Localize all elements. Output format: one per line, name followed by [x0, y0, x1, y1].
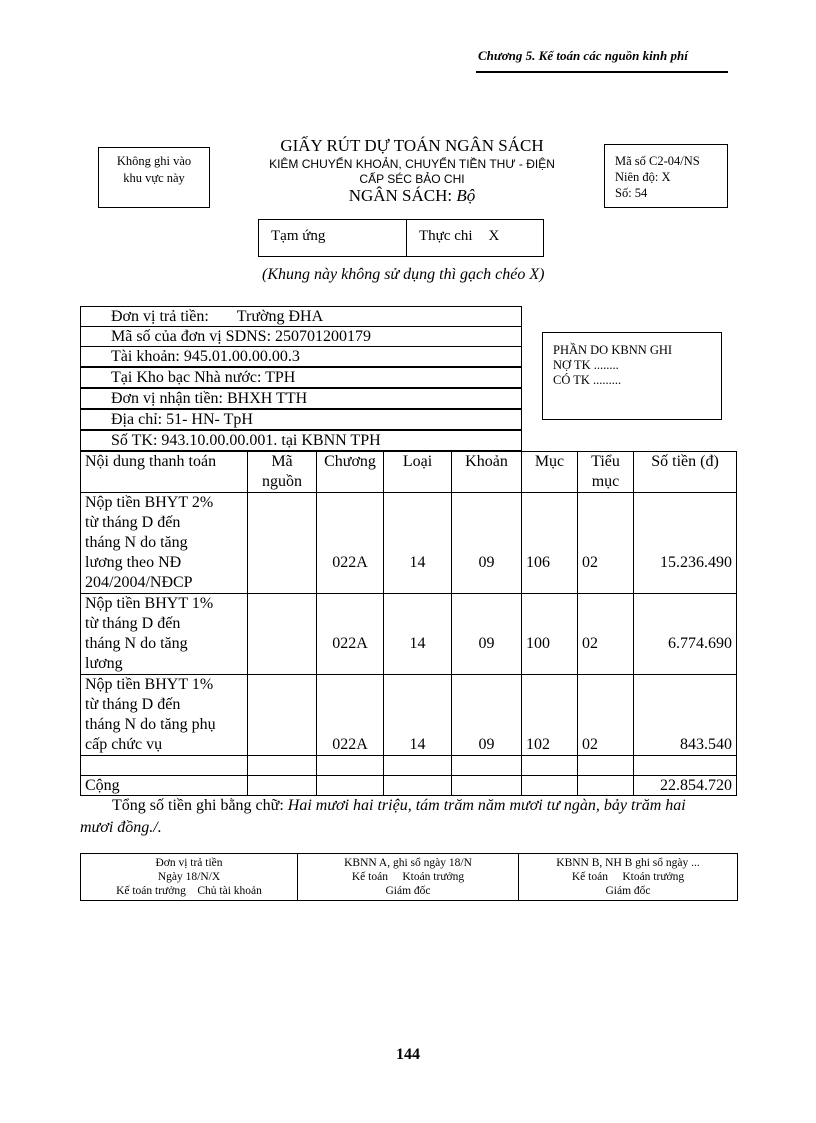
treasury-row: Tại Kho bạc Nhà nước: TPH: [80, 367, 522, 388]
row-description: [81, 594, 248, 675]
header-section: Mục: [522, 452, 578, 493]
payer-value: Trường ĐHA: [236, 308, 324, 325]
signature-line: Đơn vị trả tiền: [155, 857, 223, 869]
desc-line: từ tháng D đến: [85, 696, 181, 713]
receiver-row: Đơn vị nhận tiền: BHXH TTH: [80, 388, 522, 409]
signature-line: Kế toán Ktoán trưởng: [571, 871, 685, 883]
signature-table: [80, 853, 738, 901]
sdns-row: Mã số của đơn vị SDNS: 250701200179: [80, 326, 522, 347]
row-description: [81, 493, 248, 594]
kbnn-credit: CÓ TK .........: [553, 373, 622, 387]
kbnn-debit: NỢ TK ........: [553, 358, 619, 372]
desc-line: Nộp tiền BHYT 2%: [85, 494, 214, 511]
form-code-box: [604, 144, 728, 208]
signature-line: Giám đốc: [385, 885, 431, 897]
row-subsection: 02: [578, 493, 634, 594]
desc-line: từ tháng D đến: [85, 514, 181, 531]
option-actual-spend-mark: X: [488, 228, 500, 244]
row-item: 09: [452, 675, 522, 756]
account-row: Tài khoản: 945.01.00.00.00.3: [80, 346, 522, 367]
receiver-account-row: Số TK: 943.10.00.00.001. tại KBNN TPH: [80, 430, 522, 451]
signature-line: Ngày 18/N/X: [157, 871, 221, 883]
row-type: 14: [384, 493, 452, 594]
header-subsection: Tiểu mục: [578, 452, 634, 493]
desc-line: Nộp tiền BHYT 1%: [85, 676, 214, 693]
option-actual-spend[interactable]: [406, 219, 544, 257]
header-source: Mã nguồn: [248, 452, 317, 493]
desc-line: cấp chức vụ: [85, 736, 163, 753]
desc-line: từ tháng D đến: [85, 615, 181, 632]
budget-line: [240, 186, 584, 206]
amount-in-words: [80, 795, 720, 839]
row-chapter: 022A: [317, 493, 384, 594]
row-source: [248, 594, 317, 675]
signature-payer: [81, 854, 298, 901]
row-item: 09: [452, 594, 522, 675]
table-header-row: [81, 452, 737, 493]
form-title: GIẤY RÚT DỰ TOÁN NGÂN SÁCH: [280, 136, 544, 155]
option-advance-label: Tạm ứng: [271, 228, 326, 244]
signature-kbnn-b: [519, 854, 738, 901]
row-amount: 15.236.490: [634, 493, 737, 594]
header-content: Nội dung thanh toán: [81, 452, 248, 493]
total-amount: 22.854.720: [634, 776, 737, 796]
blank-row: [81, 756, 737, 776]
row-section: 106: [522, 493, 578, 594]
desc-line: lương theo NĐ: [85, 554, 182, 571]
payment-table: [80, 451, 737, 796]
form-subtitle-2: CẤP SÉC BẢO CHI: [359, 172, 465, 186]
option-actual-spend-label: Thực chi: [419, 228, 473, 244]
no-write-area-box: [98, 147, 210, 208]
total-label: Cộng: [81, 776, 248, 796]
row-subsection: 02: [578, 675, 634, 756]
table-row: [81, 594, 737, 675]
payer-row: [80, 306, 522, 327]
signature-line: KBNN B, NH B ghi sổ ngày ...: [556, 857, 700, 869]
options-note: (Khung này không sử dụng thì gạch chéo X): [262, 266, 545, 283]
row-source: [248, 675, 317, 756]
desc-line: tháng N do tăng phụ: [85, 716, 216, 733]
option-advance[interactable]: [258, 219, 407, 257]
header-type: Loại: [384, 452, 452, 493]
desc-line: lương: [85, 655, 123, 672]
page-number: 144: [396, 1046, 420, 1063]
row-source: [248, 493, 317, 594]
desc-line: tháng N do tăng: [85, 534, 188, 551]
budget-value: Bộ: [456, 186, 476, 205]
desc-line: 204/2004/NĐCP: [85, 574, 193, 591]
signature-line: Giám đốc: [605, 885, 651, 897]
budget-label: NGÂN SÁCH:: [348, 186, 453, 205]
row-subsection: 02: [578, 594, 634, 675]
row-amount: 843.540: [634, 675, 737, 756]
amount-words-value: Hai mươi hai triệu, tám trăm năm mươi tư ngàn, bảy trăm hai mươi đồng./.: [80, 797, 686, 836]
header-rule: [476, 71, 728, 73]
signature-line: Kế toán trưởng Chủ tài khoản: [116, 885, 262, 897]
signature-line: KBNN A, ghi sổ ngày 18/N: [344, 857, 472, 869]
row-item: 09: [452, 493, 522, 594]
fiscal-year: Niên độ: X: [615, 170, 671, 184]
desc-line: Nộp tiền BHYT 1%: [85, 595, 214, 612]
header-amount: Số tiền (đ): [634, 452, 737, 493]
table-row: [81, 493, 737, 594]
signature-kbnn-a: [298, 854, 519, 901]
form-code: Mã số C2-04/NS: [615, 154, 700, 168]
form-number: Số: 54: [615, 186, 648, 200]
row-type: 14: [384, 594, 452, 675]
header-item: Khoản: [452, 452, 522, 493]
table-row: [81, 675, 737, 756]
chapter-header: Chương 5. Kế toán các nguồn kinh phí: [478, 48, 688, 63]
form-subtitle-1: KIÊM CHUYỂN KHOẢN, CHUYỂN TIỀN THƯ - ĐIỆN: [269, 157, 555, 171]
header-chapter: Chương: [317, 452, 384, 493]
row-type: 14: [384, 675, 452, 756]
row-section: 102: [522, 675, 578, 756]
kbnn-box: [542, 332, 722, 420]
row-amount: 6.774.690: [634, 594, 737, 675]
total-row: [81, 776, 737, 796]
row-chapter: 022A: [317, 675, 384, 756]
row-description: [81, 675, 248, 756]
amount-words-label: Tổng số tiền ghi bằng chữ:: [112, 797, 284, 814]
row-chapter: 022A: [317, 594, 384, 675]
payer-label: Đơn vị trả tiền:: [111, 308, 209, 325]
kbnn-title: PHẦN DO KBNN GHI: [553, 343, 673, 357]
signature-line: Kế toán Ktoán trưởng: [351, 871, 465, 883]
no-write-line-2: khu vực này: [123, 171, 185, 185]
row-section: 100: [522, 594, 578, 675]
desc-line: tháng N do tăng: [85, 635, 188, 652]
address-row: Địa chỉ: 51- HN- TpH: [80, 409, 522, 430]
no-write-line-1: Không ghi vào: [116, 154, 192, 168]
